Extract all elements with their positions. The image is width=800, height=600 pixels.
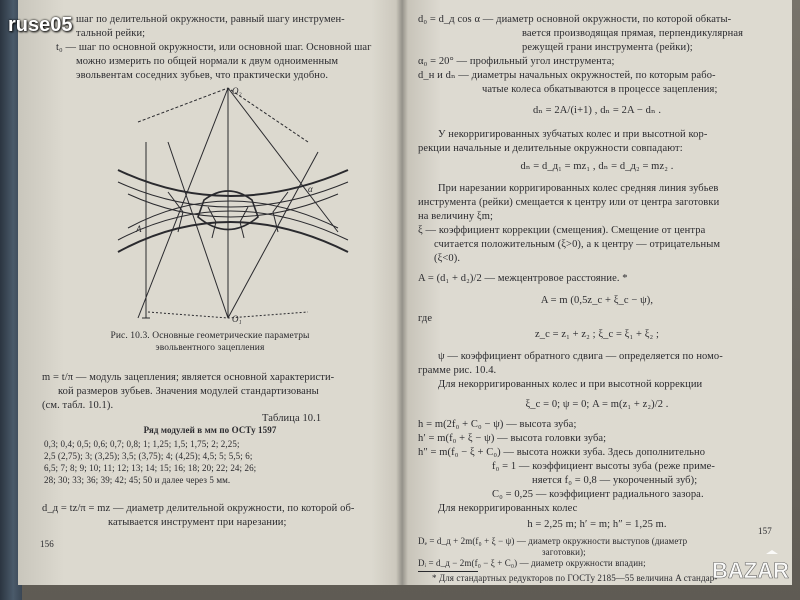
svg-text:A: A (136, 224, 142, 234)
paragraph-1-line-1: У некорригированных зубчатых колес и при высотной кор- (438, 129, 708, 140)
equation-7: h = 2,25 m; h′ = m; h″ = 1,25 m. (527, 519, 667, 530)
footnote-line-1: * Для стандартных редукторов по ГОСТу 2185—55 величина A стандар- (432, 573, 718, 583)
bazar-logo (712, 548, 792, 588)
diameter-line-1: Dₑ = d_д + 2m(f₀ + ξ − ψ) — диаметр окружности выступов (диаметр (418, 536, 688, 546)
paragraph-2-line-1: При нарезании корригированных колес средняя линия зубьев (438, 183, 719, 194)
figure-caption-line-2: эвольвентного зацепления (155, 343, 265, 353)
watermark-text: ruse05 (8, 14, 73, 36)
left-page-number: 156 (40, 539, 54, 549)
svg-text:α: α (308, 184, 313, 194)
definition-line-2: h′ = m(f₀ + ξ − ψ) — высота головки зуба; (418, 433, 607, 444)
modulus-line-3: (см. табл. 10.1). (42, 400, 114, 411)
equation-1: dₙ = 2A/(i+1) , dₙ = 2A − dₙ . (532, 105, 662, 116)
diameter-line-3: Dᵢ = d_д − 2m(f₀ − ξ + C₀) — диаметр окружности впадин; (418, 558, 646, 568)
left-line-3: t₀ — шаг по основной окружности, или основной шаг. Основной шаг (56, 42, 372, 53)
figure-caption-line-1: Рис. 10.3. Основные геометрические параметры (110, 331, 310, 341)
table-row-1: 0,3; 0,4; 0,5; 0,6; 0,7; 0,8; 1; 1,25; 1,5; 1,75; 2; 2,25; (44, 439, 240, 449)
right-top-line-2: вается производящая прямая, перпендикулярная (522, 28, 744, 39)
definition-line-5: няется f₀ = 0,8 — укороченный зуб); (532, 475, 698, 486)
equation-3: A = (d₁ + d₂)/2 — межцентровое расстояние. * (418, 273, 628, 284)
right-top-line-3: режущей грани инструмента (рейки); (522, 42, 693, 53)
modulus-line-1: m = t/π — модуль зацепления; является основной характеристи- (42, 372, 335, 383)
equation-4: A = m (0,5z_c + ξ_c − ψ), (540, 295, 654, 306)
dd-line-1: d_д = tz/π = mz — диаметр делительной окружности, по которой об- (42, 503, 355, 514)
dd-line-2: катывается инструмент при нарезании; (108, 517, 287, 528)
right-page (402, 0, 792, 585)
paragraph-3-line-2: грамме рис. 10.4. (418, 365, 497, 376)
table-row-3: 6,5; 7; 8; 9; 10; 11; 12; 13; 14; 15; 16; 18; 20; 22; 24; 26; (44, 463, 257, 473)
svg-text:O₁: O₁ (232, 314, 242, 324)
definition-line-4: f₀ = 1 — коэффициент высоты зуба (реже приме- (492, 461, 715, 472)
paragraph-3-line-3: Для некорригированных колес и при высотной коррекции (438, 379, 703, 390)
definition-line-1: h = m(2f₀ + C₀ − ψ) — высота зуба; (418, 419, 577, 430)
left-line-2: тальной рейки; (76, 28, 146, 39)
gear-mesh-diagram (108, 82, 358, 330)
equation-2: dₙ = d_д₁ = mz₁ , dₙ = d_д₂ = mz₂ . (520, 161, 674, 172)
paragraph-3-line-1: ψ — коэффициент обратного сдвига — определяется по номо- (438, 351, 723, 362)
right-top-line-6: чатые колеса обкатываются в процессе зацепления; (482, 84, 718, 95)
right-top-line-4: α₀ = 20° — профильный угол инструмента; (418, 56, 615, 67)
paragraph-1-line-2: рекции начальные и делительные окружности совпадают: (418, 143, 683, 154)
table-row-2: 2,5 (2,75); 3; (3,25); 3,5; (3,75); 4; (4,25); 4,5; 5; 5,5; 6; (44, 451, 253, 461)
equation-6: ξ_c = 0; ψ = 0; A = m(z₁ + z₂)/2 . (525, 399, 669, 410)
modulus-line-2: кой размеров зубьев. Значения модулей стандартизованы (58, 386, 319, 397)
left-line-5: эвольвентам соседних зубьев, что практически удобно. (76, 70, 329, 81)
right-top-line-1: d₀ = d_д cos α — диаметр основной окружности, по которой обкаты- (418, 14, 732, 25)
left-line-4: можно измерить по общей нормали к двум одноименным (76, 56, 339, 67)
diameter-line-2: заготовки); (542, 547, 586, 557)
table-row-4: 28; 30; 33; 36; 39; 42; 45; 50 и далее через 5 мм. (44, 475, 231, 485)
paragraph-2-line-4: ξ — коэффициент коррекции (смещения). Смещение от центра (418, 225, 706, 236)
right-top-line-5: d_н и dₙ — диаметры начальных окружностей, по которым рабо- (418, 70, 716, 81)
definition-line-7: Для некорригированных колес (438, 503, 578, 514)
paragraph-2-line-6: (ξ<0). (434, 253, 461, 264)
svg-text:BAZAR: BAZAR (712, 558, 789, 583)
svg-text:O₂: O₂ (232, 86, 242, 96)
table-title: Ряд модулей в мм по ОСТу 1597 (143, 425, 277, 435)
paragraph-2-line-5: считается положительным (ξ>0), а к центру — отрицательным (434, 239, 721, 250)
left-page (18, 0, 402, 585)
footnote-rule (418, 571, 478, 572)
left-line-1: шаг по делительной окружности, равный шагу инструмен- (76, 14, 345, 25)
definition-line-3: h″ = m(f₀ − ξ + C₀) — высота ножки зуба. Здесь дополнительно (418, 447, 706, 458)
definition-line-6: C₀ = 0,25 — коэффициент радиального зазора. (492, 489, 704, 500)
equation-5: z_c = z₁ + z₂ ; ξ_c = ξ₁ + ξ₂ ; (535, 329, 659, 340)
table-label: Таблица 10.1 (262, 413, 322, 424)
page-gutter (396, 0, 408, 585)
where-label: где (418, 313, 433, 324)
paragraph-2-line-3: на величину ξm; (418, 211, 493, 222)
right-page-number: 157 (758, 526, 772, 536)
paragraph-2-line-2: инструмента (рейки) смещается к центру или от центра заготовки (418, 197, 720, 208)
